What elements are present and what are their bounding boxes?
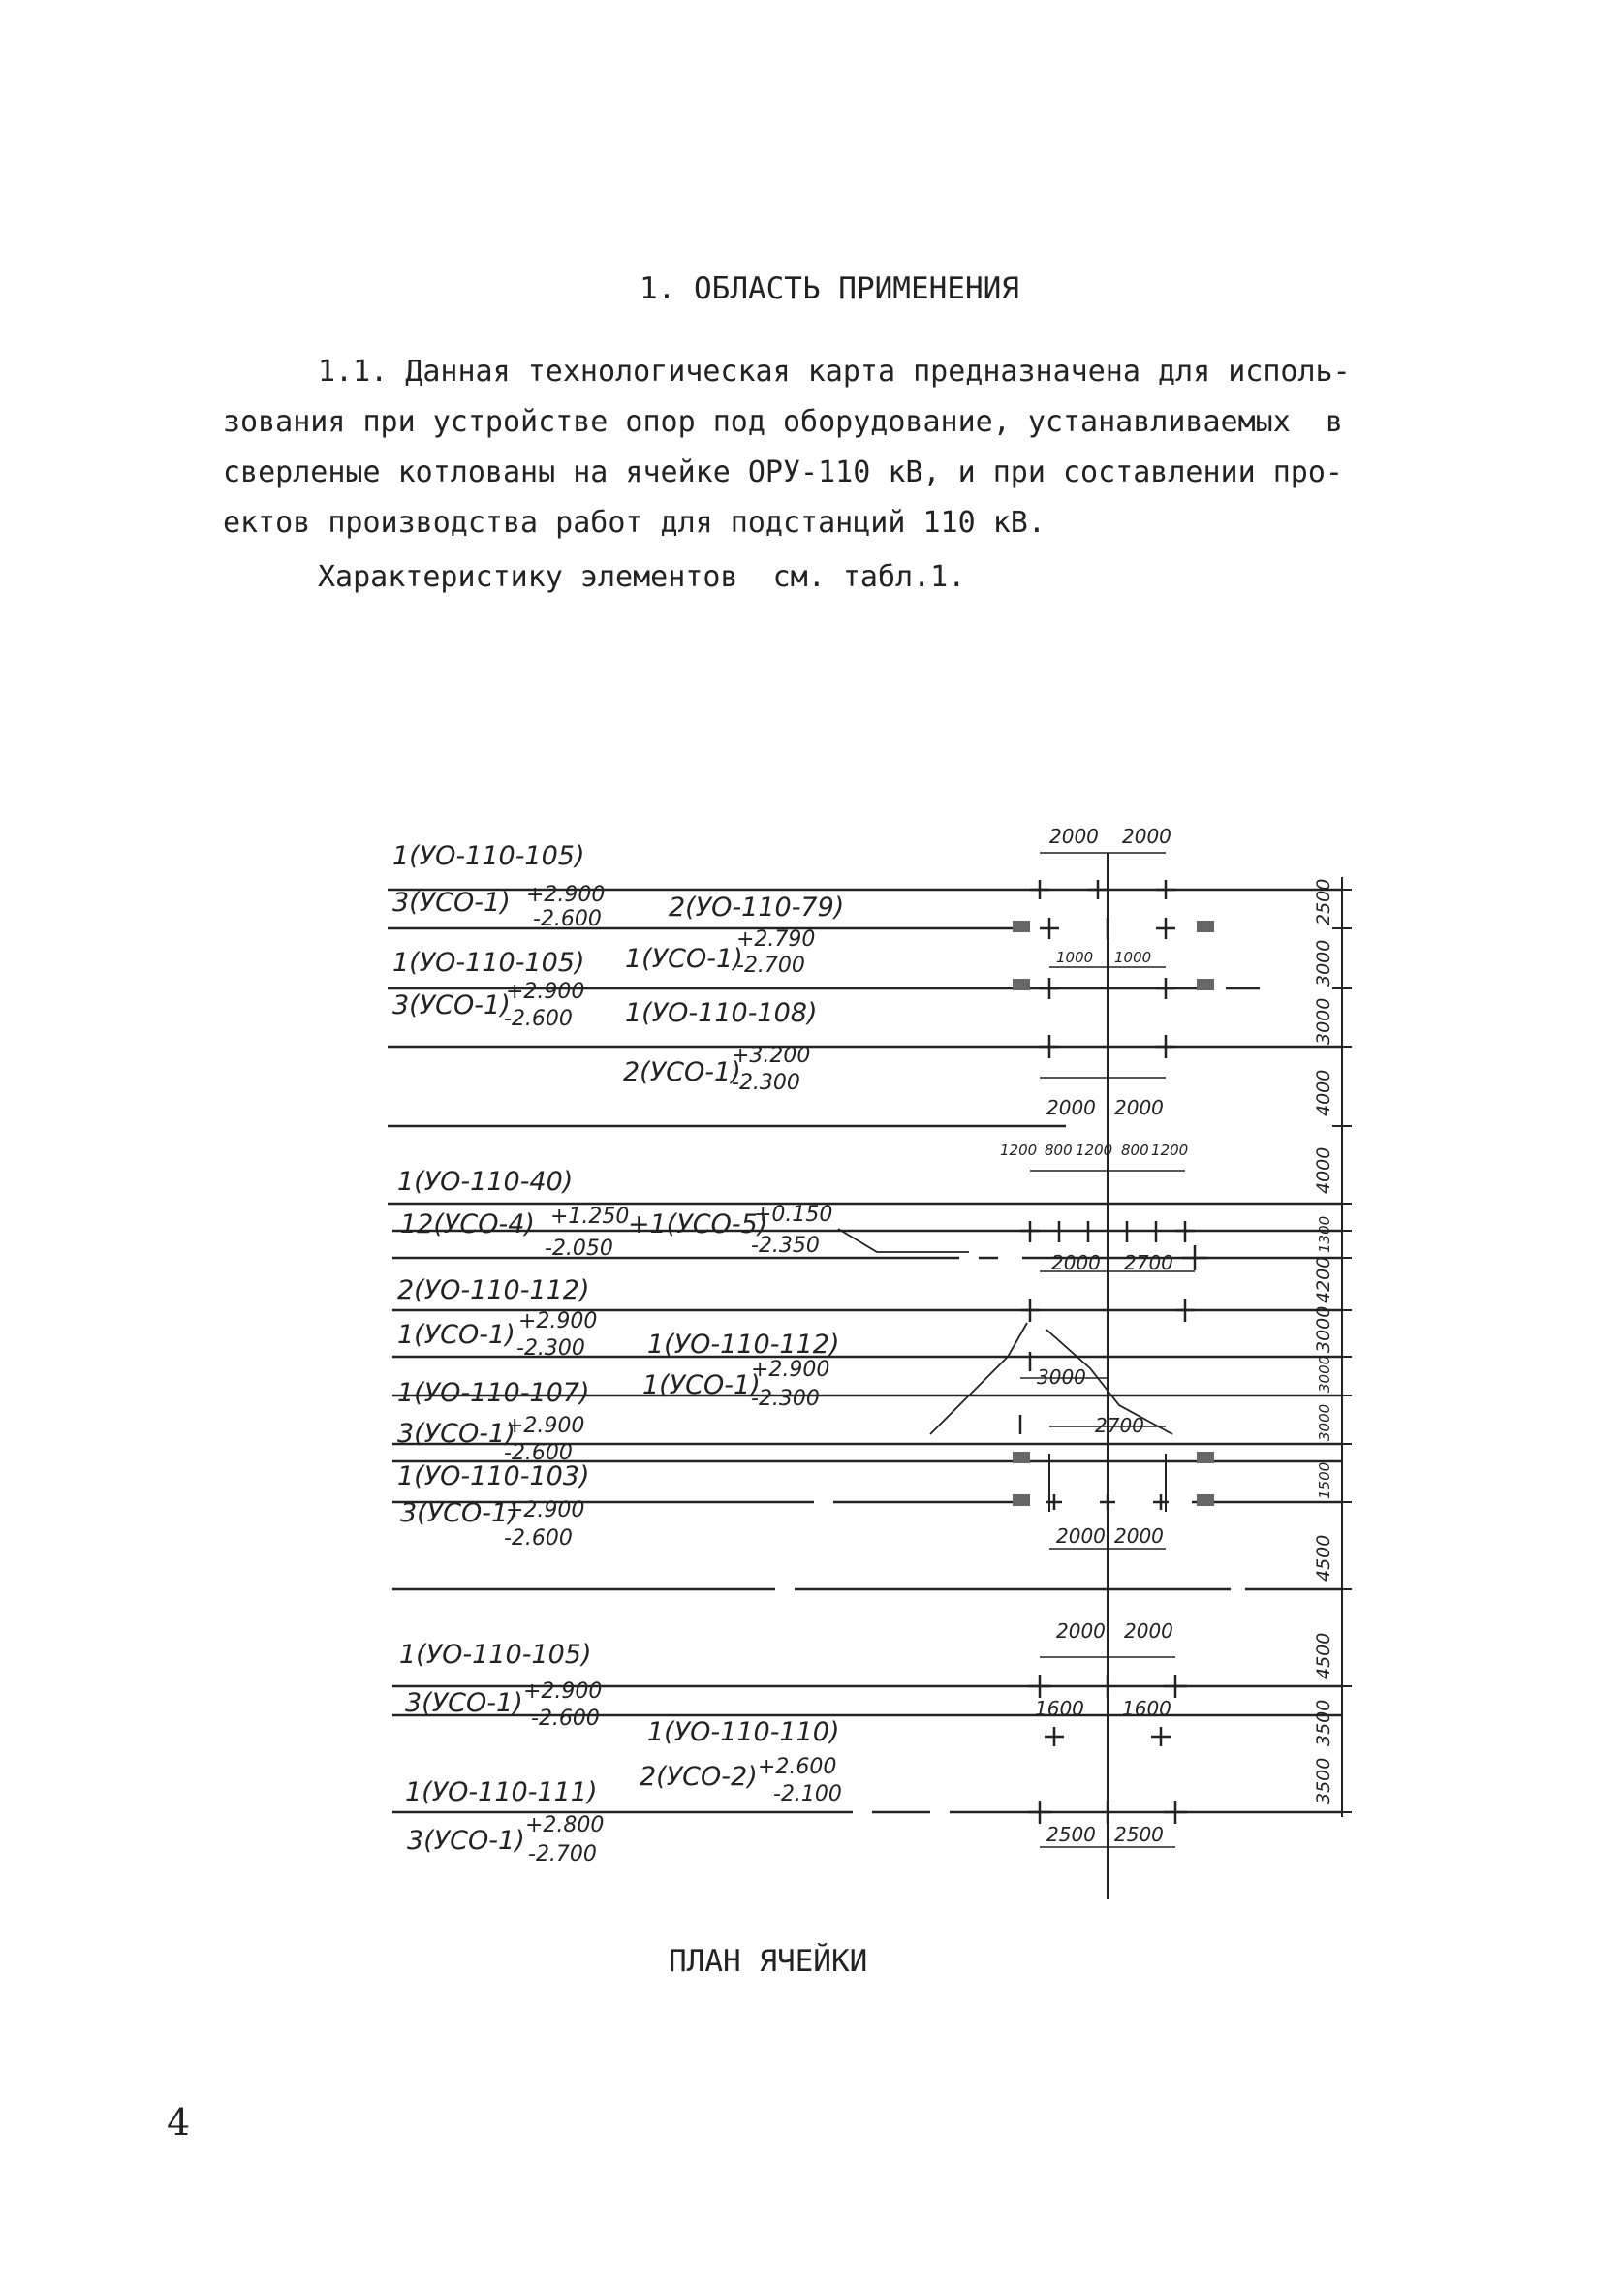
page-number: 4 bbox=[167, 2101, 191, 2144]
dimension-value: 1200 bbox=[1151, 1142, 1189, 1159]
section-heading: 1. ОБЛАСТЬ ПРИМЕНЕНИЯ bbox=[640, 271, 1019, 306]
elevation-bottom: -2.600 bbox=[504, 1007, 573, 1031]
support-label: 1(УО-110-103) bbox=[397, 1461, 590, 1491]
row-dimension-chain bbox=[1332, 877, 1352, 1817]
elevation-bottom: -2.350 bbox=[751, 1234, 820, 1258]
paragraph-line: 1.1. Данная технологическая карта предназначена для исполь- bbox=[318, 355, 1351, 389]
row-dimension: 4200 bbox=[1313, 1256, 1334, 1303]
support-label: 12(УСО-4) bbox=[400, 1209, 535, 1239]
support-label: 1(УО-110-110) bbox=[647, 1717, 840, 1747]
dimension-value: 1600 bbox=[1035, 1697, 1084, 1720]
dimension-value: 2000 bbox=[1051, 1251, 1101, 1274]
elevation-top: +2.900 bbox=[506, 980, 585, 1004]
dimension-value: 800 bbox=[1121, 1142, 1149, 1159]
elevation-top: +2.790 bbox=[736, 927, 816, 952]
row-dimension: 3000 bbox=[1313, 1305, 1334, 1353]
elevation-top: +2.900 bbox=[751, 1358, 830, 1382]
support-label: 1(УО-110-105) bbox=[392, 841, 585, 871]
elevation-top: +2.900 bbox=[526, 883, 606, 907]
elevation-bottom: -2.050 bbox=[545, 1237, 613, 1261]
dimension-value: 1200 bbox=[1000, 1142, 1038, 1159]
elevation-top: +2.900 bbox=[518, 1309, 598, 1333]
support-label: 1(УО-110-107) bbox=[397, 1378, 590, 1408]
support-label: 1(УО-110-105) bbox=[392, 948, 585, 978]
elevation-top: +2.900 bbox=[523, 1679, 603, 1704]
paragraph-line: ектов производства работ для подстанций 110 кВ. bbox=[223, 506, 1046, 540]
support-markers bbox=[1020, 880, 1207, 1824]
dimension-value: 3000 bbox=[1037, 1365, 1086, 1389]
dimension-value: 2000 bbox=[1056, 1619, 1106, 1643]
elevation-top: +0.150 bbox=[754, 1203, 833, 1227]
elevation-bottom: -2.300 bbox=[516, 1336, 585, 1361]
support-label: 2(УО-110-112) bbox=[397, 1275, 590, 1305]
elevation-top: +2.600 bbox=[758, 1755, 837, 1779]
paragraph-line: сверленые котлованы на ячейке ОРУ-110 кВ, и при составлении про- bbox=[223, 455, 1343, 489]
row-dimension: 2500 bbox=[1313, 878, 1334, 925]
support-label: 2(УСО-2) bbox=[640, 1762, 758, 1792]
elevation-bottom: -2.600 bbox=[504, 1526, 573, 1551]
support-label: 1(УО-110-105) bbox=[399, 1640, 592, 1670]
elevation-bottom: -2.600 bbox=[531, 1707, 600, 1731]
support-label: 1(УО-110-111) bbox=[405, 1777, 598, 1807]
support-label: 1(УСО-1) bbox=[397, 1320, 515, 1350]
row-dimension: 1300 bbox=[1316, 1215, 1333, 1253]
elevation-bottom: -2.700 bbox=[528, 1842, 597, 1866]
row-dimension: 4000 bbox=[1313, 1069, 1334, 1116]
support-label: 1(УСО-1) bbox=[642, 1370, 761, 1400]
support-label: +1(УСО-5) bbox=[628, 1209, 768, 1239]
dimension-value: 2000 bbox=[1122, 825, 1171, 848]
dimension-value: 2000 bbox=[1124, 1619, 1173, 1643]
dimension-value: 1600 bbox=[1122, 1697, 1171, 1720]
dimension-value: 800 bbox=[1045, 1142, 1073, 1159]
support-label: 1(УО-110-108) bbox=[625, 998, 818, 1028]
dimension-value: 1000 bbox=[1114, 949, 1152, 966]
paragraph-line: зования при устройстве опор под оборудование, устанавливаемых в bbox=[223, 405, 1343, 439]
dimension-value: 2700 bbox=[1124, 1251, 1173, 1274]
support-label: 3(УСО-1) bbox=[405, 1688, 523, 1718]
row-dimension: 3000 bbox=[1316, 1355, 1333, 1393]
support-label: 3(УСО-1) bbox=[407, 1826, 525, 1856]
support-label: 1(УСО-1) bbox=[625, 944, 743, 974]
dimension-value: 2700 bbox=[1095, 1414, 1144, 1437]
elevation-bottom: -2.300 bbox=[751, 1387, 820, 1411]
plan-caption: ПЛАН ЯЧЕЙКИ bbox=[669, 1944, 868, 1979]
row-dimension: 3000 bbox=[1316, 1403, 1333, 1441]
row-dimension: 3500 bbox=[1313, 1757, 1334, 1804]
dimension-value: 2000 bbox=[1049, 825, 1099, 848]
dimension-value: 2000 bbox=[1046, 1096, 1096, 1119]
row-dimension: 3000 bbox=[1313, 997, 1334, 1045]
row-dimension: 1500 bbox=[1316, 1461, 1333, 1499]
support-label: 3(УСО-1) bbox=[397, 1419, 515, 1449]
dimension-value: 2500 bbox=[1114, 1823, 1164, 1846]
support-label: 3(УСО-1) bbox=[392, 990, 511, 1020]
table-reference-note: Характеристику элементов см. табл.1. bbox=[318, 560, 966, 594]
support-label: 3(УСО-1) bbox=[392, 888, 511, 918]
support-label: 1(УО-110-40) bbox=[397, 1167, 574, 1197]
row-dimension: 3000 bbox=[1313, 939, 1334, 987]
elevation-bottom: -2.300 bbox=[732, 1071, 800, 1095]
row-dimension: 3500 bbox=[1313, 1699, 1334, 1746]
support-label: 2(УСО-1) bbox=[623, 1057, 741, 1087]
dimension-value: 1000 bbox=[1056, 949, 1094, 966]
support-label: 1(УО-110-112) bbox=[647, 1330, 840, 1360]
dimension-value: 2000 bbox=[1114, 1524, 1164, 1548]
elevation-top: +1.250 bbox=[550, 1205, 630, 1229]
row-dimension: 4500 bbox=[1313, 1534, 1334, 1582]
support-label: 3(УСО-1) bbox=[400, 1498, 518, 1528]
elevation-top: +2.900 bbox=[506, 1498, 585, 1522]
dimension-value: 2500 bbox=[1046, 1823, 1096, 1846]
dimension-value: 1200 bbox=[1076, 1142, 1113, 1159]
elevation-bottom: -2.700 bbox=[736, 954, 805, 978]
dimension-value: 2000 bbox=[1114, 1096, 1164, 1119]
row-dimension: 4000 bbox=[1313, 1146, 1334, 1194]
elevation-bottom: -2.600 bbox=[504, 1441, 573, 1465]
elevation-bottom: -2.600 bbox=[533, 907, 602, 931]
elevation-top: +3.200 bbox=[732, 1044, 811, 1068]
leader-lines bbox=[838, 1229, 1172, 1434]
elevation-bottom: -2.100 bbox=[773, 1782, 842, 1806]
row-dimension: 4500 bbox=[1313, 1632, 1334, 1679]
elevation-top: +2.800 bbox=[525, 1813, 605, 1837]
elevation-top: +2.900 bbox=[506, 1414, 585, 1438]
support-label: 2(УО-110-79) bbox=[669, 893, 845, 923]
dimension-value: 2000 bbox=[1056, 1524, 1106, 1548]
